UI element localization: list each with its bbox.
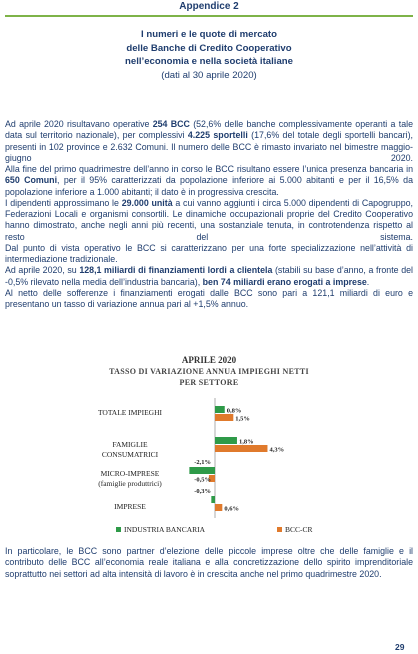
title-line-2: delle Banche di Credito Cooperativo — [126, 42, 292, 54]
paragraph-specialization: Dal punto di vista operativo le BCC si caratterizzano per una forte specializzazione nell’attività di intermediazione tradizionale. — [5, 242, 413, 264]
text-run: Ad aprile 2020, su — [5, 265, 80, 276]
text-run: , per il 95% caratterizzati da popolazione inferiore ai 5.000 abitanti e per il 16,5% da popolazione inferiore a 1.000 abitanti; il dato è in progressiva crescita. — [5, 175, 413, 197]
bar-industria-bancaria — [215, 437, 237, 444]
paragraph-closing: In particolare, le BCC sono partner d’elezione delle piccole imprese oltre che delle famiglie e il contributo delle BCC all’economia reale italiana e alla concretizzazione dello spirito imprenditoriale soprattutto nei settori ad alta intensità di lavoro è in crescita anche nel primo quadrimestre 2020. — [5, 546, 413, 579]
loans-growth-chart — [0, 354, 418, 540]
chart-subtitle-line-2: PER SETTORE — [179, 378, 239, 387]
paragraph-financing — [5, 265, 413, 288]
data-label: 0,8% — [226, 407, 242, 415]
highlight-comuni: 650 Comuni — [5, 175, 58, 186]
appendix-label: Appendice 2 — [179, 1, 239, 12]
paragraph-operative-banks — [5, 119, 413, 164]
text-run: (stabili su base d’anno, a fronte del -0,5% rilevato nella media dell’industria bancaria), — [5, 265, 414, 287]
data-label: 1,8% — [238, 438, 254, 446]
legend-label: INDUSTRIA BANCARIA — [124, 525, 206, 534]
category-label: MICRO-IMPRESE — [100, 469, 160, 478]
page-number: 29 — [395, 642, 405, 652]
bar-bcc-cr — [215, 414, 233, 421]
document-title — [0, 28, 418, 82]
bar-bcc-cr — [215, 445, 267, 452]
text-run: Ad aprile 2020 risultavano operative — [5, 119, 153, 129]
data-label: -2,1% — [194, 459, 211, 466]
paragraph-net-loans: Al netto delle sofferenze i finanziamenti erogati dalle BCC sono pari a 121,1 miliardi di euro e presentano un tasso di variazione annua pari al +1,5% annuo. — [5, 287, 413, 309]
data-label: -0,3% — [194, 488, 211, 495]
text-run: . — [366, 276, 370, 287]
legend-swatch — [116, 527, 121, 532]
title-line-3: nell’economia e nella società italiane — [125, 56, 293, 68]
highlight-employees: 29.000 unità — [121, 197, 173, 208]
paragraph-employees — [5, 198, 413, 243]
data-label: 4,3% — [269, 446, 285, 454]
body-text — [5, 119, 413, 310]
highlight-business-loans: ben 74 miliardi erano erogati a imprese — [202, 276, 367, 287]
data-label: 1,5% — [235, 415, 250, 423]
appendix-header — [0, 0, 418, 14]
text-run: (52,6% delle banche complessivamente operanti a tale data sul territorio nazionale), per complessivi — [5, 119, 413, 141]
title-line-1: I numeri e le quote di mercato — [141, 29, 277, 40]
text-run: a cui vanno aggiunti i circa 5.000 dipendenti di Capogruppo, Federazioni Locali e organismi consortili. Le dinamiche occupazionali proprie del Credito Cooperativo hanno dimostrato, anche negli anni più recenti, una sostanziale tenuta, in controtendenza rispetto al resto del sistema. — [5, 197, 413, 242]
title-date: (dati al 30 aprile 2020) — [161, 69, 257, 81]
bar-industria-bancaria — [211, 496, 215, 503]
text-run: I dipendenti approssimano le — [5, 197, 122, 208]
legend-label: BCC-CR — [285, 525, 313, 534]
data-label: 0,6% — [224, 505, 239, 513]
chart-subtitle-line-1: TASSO DI VARIAZIONE ANNUA IMPIEGHI NETTI — [109, 367, 309, 376]
highlight-bcc-count: 254 BCC — [152, 119, 190, 129]
bar-industria-bancaria — [215, 406, 225, 413]
category-label: FAMIGLIE — [112, 440, 148, 449]
text-run: Alla fine del primo quadrimestre dell’anno in corso le BCC risultano essere l’unica presenza bancaria in — [5, 164, 413, 174]
chart-title: APRILE 2020 — [181, 355, 237, 365]
bar-bcc-cr — [215, 504, 222, 511]
category-label: IMPRESE — [114, 502, 146, 511]
chart-canvas — [0, 354, 418, 540]
text-run: (17,6% del totale degli sportelli bancari), presenti in 102 province e 2.632 Comuni. Il numero delle BCC è rimasto invariato nel bimestre maggio-giugno 2020. — [5, 130, 413, 163]
category-label: TOTALE IMPIEGHI — [97, 408, 163, 417]
legend-swatch — [277, 527, 282, 532]
bar-industria-bancaria — [189, 467, 215, 474]
data-label: -0,5% — [194, 476, 211, 484]
category-label: (famiglie produttrici) — [98, 479, 162, 488]
highlight-financing: 128,1 miliardi di finanziamenti lordi a clientela — [79, 265, 273, 276]
category-label: CONSUMATRICI — [101, 450, 159, 459]
paragraph-presence — [5, 164, 413, 198]
highlight-branches: 4.225 sportelli — [187, 130, 248, 141]
header-divider — [5, 15, 413, 17]
